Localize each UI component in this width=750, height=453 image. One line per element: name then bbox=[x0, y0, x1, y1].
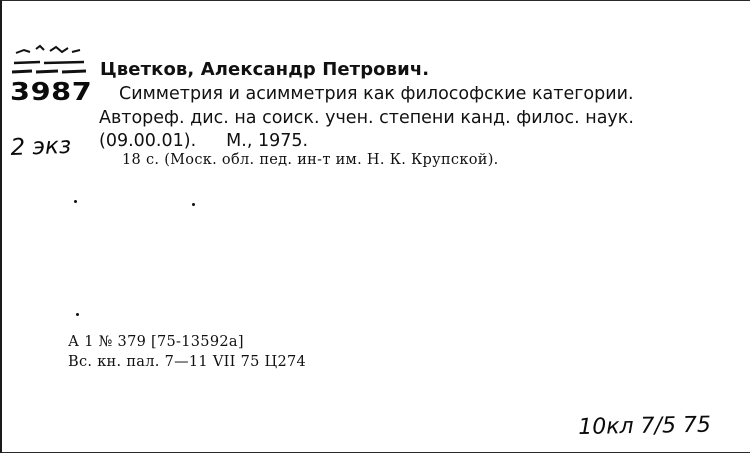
call-number: 3987 bbox=[10, 77, 93, 106]
thesis-note-line: Автореф. дис. на соиск. учен. степени канд. филос. наук. bbox=[99, 108, 634, 128]
author-heading: Цветков, Александр Петрович. bbox=[100, 59, 430, 80]
collation-line: 18 с. (Моск. обл. пед. ин-т им. Н. К. Крупской). bbox=[122, 152, 499, 168]
speck-mark bbox=[74, 200, 77, 203]
imprint-line bbox=[99, 131, 308, 151]
speck-mark bbox=[192, 203, 195, 206]
registration-line: А 1 № 379 [75-13592а] bbox=[68, 334, 244, 350]
bottom-handwritten-note: 10кл 7/5 75 bbox=[578, 412, 712, 440]
chamber-line: Вс. кн. пал. 7—11 VII 75 Ц274 bbox=[68, 354, 307, 370]
title-line: Симметрия и асимметрия как философские категории. bbox=[119, 84, 634, 104]
copies-handwritten-note: 2 экз bbox=[10, 132, 72, 161]
speck-mark bbox=[76, 313, 79, 316]
imprint: М., 1975. bbox=[226, 131, 309, 151]
specialty-code: (09.00.01). bbox=[99, 131, 197, 151]
